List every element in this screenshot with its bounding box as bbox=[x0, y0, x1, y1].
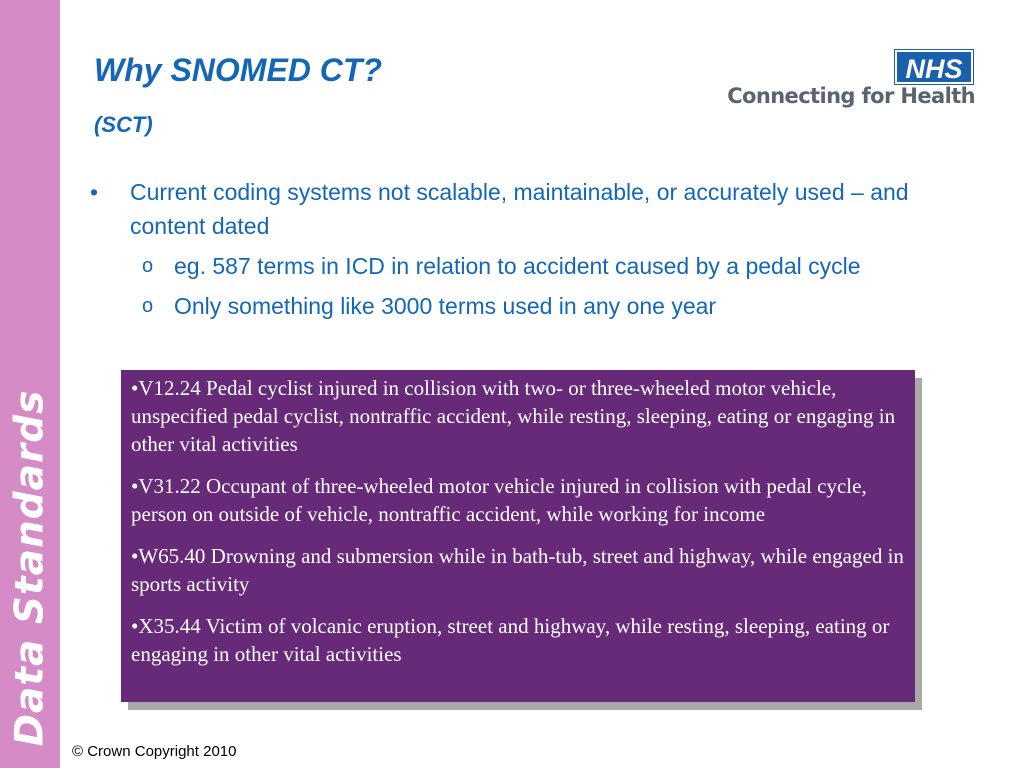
nhs-logo-box: NHS bbox=[895, 50, 973, 84]
example-item: •V12.24 Pedal cyclist injured in collision with two- or three-wheeled motor vehicle, unspecified pedal cyclist, nontraffic accident, while resting, sleeping, eating or engaging in other vital activities bbox=[131, 376, 896, 456]
example-item: •X35.44 Victim of volcanic eruption, street and highway, while resting, sleeping, eating or engaging in other vital activities bbox=[131, 614, 890, 666]
example-box bbox=[121, 370, 915, 702]
bullet-item bbox=[90, 175, 970, 243]
nhs-logo bbox=[700, 50, 975, 114]
sub-bullet-text: eg. 587 terms in ICD in relation to accident caused by a pedal cycle bbox=[174, 253, 861, 279]
sidebar bbox=[0, 0, 60, 768]
example-item: •W65.40 Drowning and submersion while in bath-tub, street and highway, while engaged in sports activity bbox=[131, 544, 904, 596]
sub-bullet-text: Only something like 3000 terms used in any one year bbox=[174, 293, 717, 319]
slide-subtitle: (SCT) bbox=[94, 112, 153, 137]
nhs-logo-tagline: Connecting for Health bbox=[727, 84, 975, 108]
sub-bullet-item bbox=[90, 249, 970, 283]
sub-bullet-marker: o bbox=[142, 255, 154, 277]
sidebar-label: Data Standards bbox=[7, 389, 53, 747]
sub-bullet-marker: o bbox=[142, 295, 154, 317]
bullet-dot: • bbox=[90, 179, 99, 205]
bullet-list bbox=[90, 175, 970, 329]
slide-title: Why SNOMED CT? bbox=[94, 52, 382, 88]
copyright-footer: © Crown Copyright 2010 bbox=[72, 743, 237, 760]
sub-bullet-item bbox=[90, 289, 970, 323]
bullet-text: Current coding systems not scalable, maintainable, or accurately used – and content dated bbox=[130, 179, 909, 239]
example-item: •V31.22 Occupant of three-wheeled motor vehicle injured in collision with pedal cycle, person on outside of vehicle, nontraffic accident, while working for income bbox=[131, 474, 867, 526]
